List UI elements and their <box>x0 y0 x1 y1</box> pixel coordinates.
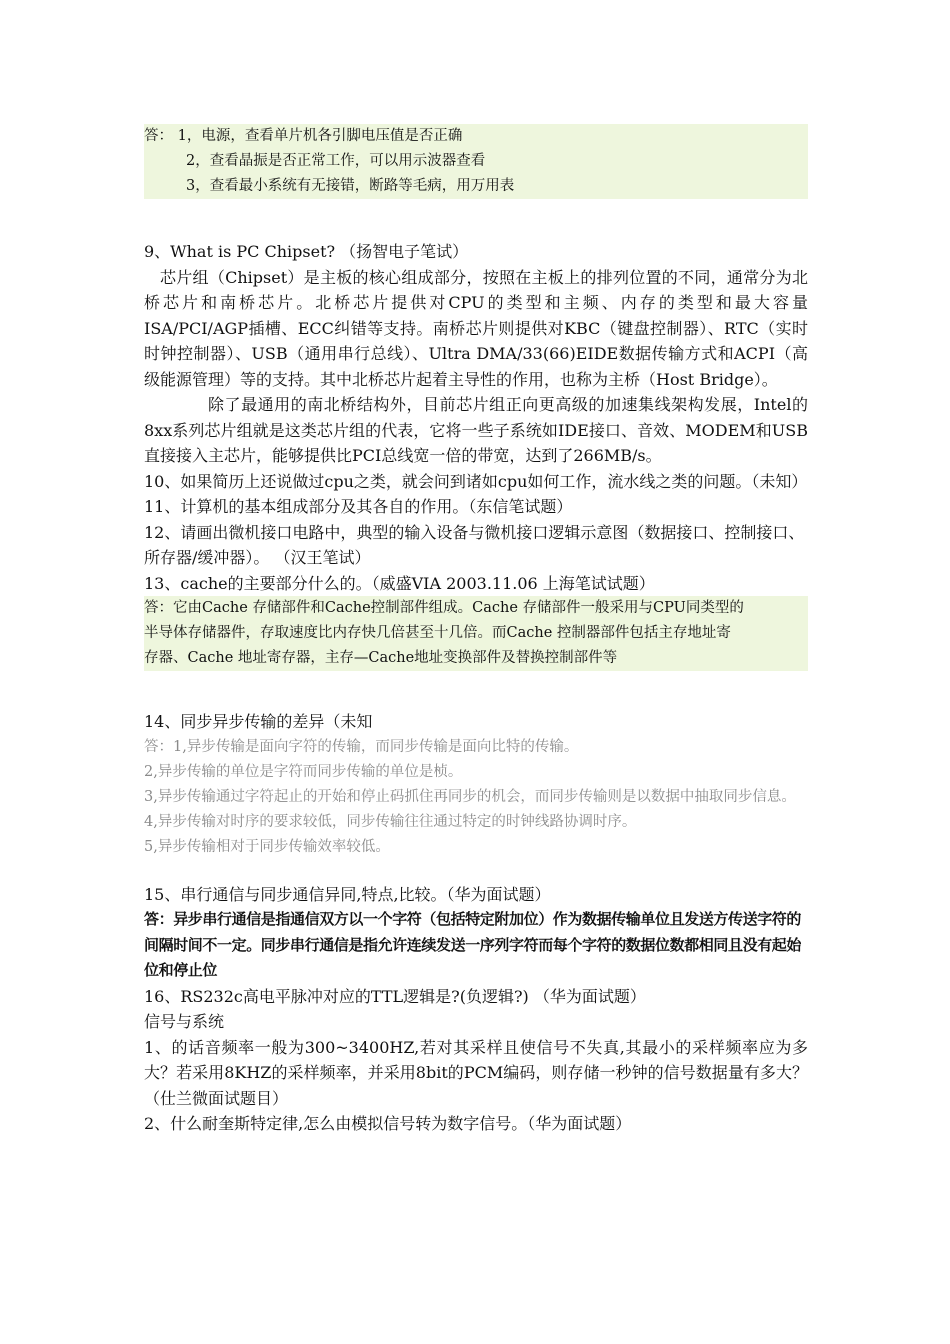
question-9-paragraph-1: 芯片组（Chipset）是主板的核心组成部分，按照在主板上的排列位置的不同，通常分为北桥芯片和南桥芯片。北桥芯片提供对CPU的类型和主频、内存的类型和最大容量ISA/PCI/AGP插槽、ECC纠错等支持。南桥芯片则提供对KBC（键盘控制器）、RTC（实时时钟控制器）、USB（通用串行总线）、Ultra DMA/33(66)EIDE数据传输方式和ACPI（高级能源管理）等的支持。其中北桥芯片起着主导性的作用，也称为主桥（Host Bridge）。 <box>144 267 808 389</box>
question-11: 11、计算机的基本组成部分及其各自的作用。（东信笔试题） <box>144 497 573 516</box>
answer-13-line-3: 存器、Cache 地址寄存器，主存—Cache地址变换部件及替换控制部件等 <box>144 650 618 666</box>
answer-8-line-3: 3，查看最小系统有无接错，断路等毛病，用万用表 <box>186 178 515 194</box>
document-page <box>144 124 808 1137</box>
question-15-title: 15、串行通信与同步通信异同,特点,比较。（华为面试题） <box>144 884 551 904</box>
question-14-answer-2: 2,异步传输的单位是字符而同步传输的单位是桢。 <box>144 763 463 780</box>
question-10: 10、如果简历上还说做过cpu之类，就会问到诸如cpu如何工作，流水线之类的问题。（未知） <box>144 471 808 491</box>
question-9-paragraph-2: 除了最通用的南北桥结构外，目前芯片组正向更高级的加速集线架构发展，Intel的8xx系列芯片组就是这类芯片组的代表，它将一些子系统如IDE接口、音效、MODEM和USB直接接入主芯片，能够提供比PCI总线宽一倍的带宽，达到了266MB/s。 <box>144 395 808 465</box>
answer-8-block <box>144 124 808 199</box>
section-title-signals-systems: 信号与系统 <box>144 1012 225 1031</box>
answer-8-line-2: 2，查看晶振是否正常工作，可以用示波器查看 <box>186 153 486 169</box>
question-14-answer-1: 答：1,异步传输是面向字符的传输，而同步传输是面向比特的传输。 <box>144 738 579 755</box>
question-9-title: 9、What is PC Chipset? （扬智电子笔试） <box>144 242 469 261</box>
answer-13-line-2: 半导体存储器件，存取速度比内存快几倍甚至十几倍。而Cache 控制器部件包括主存地址寄 <box>144 625 731 641</box>
question-15-answer: 答：异步串行通信是指通信双方以一个字符（包括特定附加位）作为数据传输单位且发送方传送字符的间隔时间不一定。同步串行通信是指允许连续发送一序列字符而每个字符的数据位数都相同且没有起始位和停止位 <box>144 910 802 979</box>
answer-13-line-1: 答：它由Cache 存储部件和Cache控制部件组成。Cache 存储部件一般采用与CPU同类型的 <box>144 600 744 616</box>
signals-question-1: 1、的话音频率一般为300~3400HZ,若对其采样且使信号不失真,其最小的采样频率应为多大？若采用8KHZ的采样频率，并采用8bit的PCM编码，则存储一秒钟的信号数据量有多大？（仕兰微面试题目） <box>144 1037 808 1108</box>
signals-question-2: 2、什么耐奎斯特定律,怎么由模拟信号转为数字信号。（华为面试题） <box>144 1114 632 1133</box>
question-16: 16、RS232c高电平脉冲对应的TTL逻辑是?(负逻辑?) （华为面试题） <box>144 986 646 1006</box>
question-12: 12、请画出微机接口电路中，典型的输入设备与微机接口逻辑示意图（数据接口、控制接口、所存器/缓冲器）。 （汉王笔试） <box>144 522 805 567</box>
question-14-answer-5: 5,异步传输相对于同步传输效率较低。 <box>144 838 390 855</box>
spacer <box>144 860 808 882</box>
spacer <box>144 199 808 239</box>
answer-13-block <box>144 596 808 671</box>
spacer <box>144 671 808 709</box>
question-14-answer-3: 3,异步传输通过字符起止的开始和停止码抓住再同步的机会，而同步传输则是以数据中抽取同步信息。 <box>144 788 796 805</box>
question-14-answer-4: 4,异步传输对时序的要求较低，同步传输往往通过特定的时钟线路协调时序。 <box>144 813 637 830</box>
question-14-title: 14、同步异步传输的差异（未知 <box>144 712 373 731</box>
answer-8-line-1: 答： 1，电源，查看单片机各引脚电压值是否正确 <box>144 128 463 144</box>
question-13: 13、cache的主要部分什么的。（威盛VIA 2003.11.06 上海笔试试题） <box>144 573 655 593</box>
